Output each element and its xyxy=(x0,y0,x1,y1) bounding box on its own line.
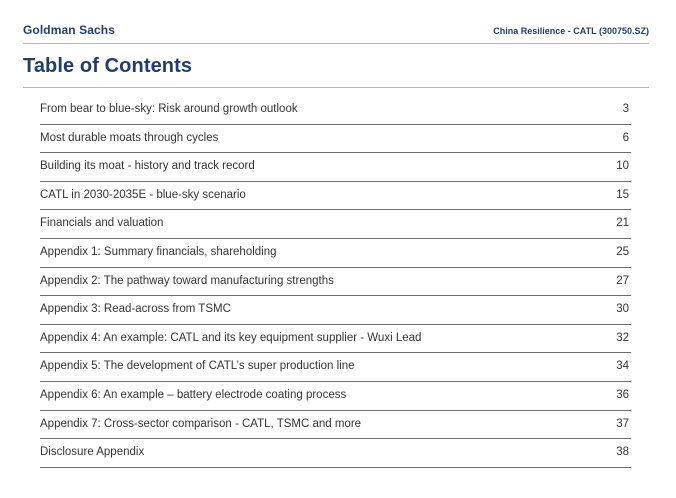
toc-entry-title: Building its moat - history and track record xyxy=(40,160,255,173)
toc-entry-title: Appendix 2: The pathway toward manufacturing strengths xyxy=(40,274,334,287)
table-of-contents xyxy=(40,96,631,468)
brand-name: Goldman Sachs xyxy=(23,23,115,37)
toc-entry-title: Disclosure Appendix xyxy=(40,446,145,459)
toc-row[interactable] xyxy=(40,96,631,125)
toc-row[interactable] xyxy=(40,210,631,239)
title-divider xyxy=(23,87,649,88)
toc-entry-title: Appendix 5: The development of CATL’s super production line xyxy=(40,360,355,373)
toc-row[interactable] xyxy=(40,125,631,154)
toc-entry-title: CATL in 2030-2035E - blue-sky scenario xyxy=(40,188,246,201)
toc-row[interactable] xyxy=(40,439,631,468)
toc-row[interactable] xyxy=(40,239,631,268)
toc-row[interactable] xyxy=(40,182,631,211)
page-header xyxy=(23,21,649,44)
toc-page-number: 37 xyxy=(616,417,629,430)
toc-row[interactable] xyxy=(40,296,631,325)
toc-page-number: 36 xyxy=(616,388,629,401)
toc-entry-title: Appendix 7: Cross-sector comparison - CATL, TSMC and more xyxy=(40,417,362,430)
toc-page-number: 10 xyxy=(616,160,629,173)
toc-entry-title: Appendix 6: An example – battery electrode coating process xyxy=(40,388,347,401)
toc-entry-title: Most durable moats through cycles xyxy=(40,131,219,144)
toc-page-number: 15 xyxy=(616,188,629,201)
toc-page-number: 38 xyxy=(616,446,629,459)
toc-entry-title: Appendix 1: Summary financials, shareholding xyxy=(40,245,277,258)
toc-page-number: 21 xyxy=(616,217,629,230)
toc-row[interactable] xyxy=(40,153,631,182)
toc-page-number: 27 xyxy=(616,274,629,287)
report-reference: China Resilience - CATL (300750.SZ) xyxy=(493,26,649,36)
toc-entry-title: Appendix 3: Read-across from TSMC xyxy=(40,303,231,316)
toc-page-number: 32 xyxy=(616,331,629,344)
toc-entry-title: Appendix 4: An example: CATL and its key equipment supplier - Wuxi Lead xyxy=(40,331,422,344)
toc-page-number: 3 xyxy=(622,103,629,115)
page-title: Table of Contents xyxy=(23,55,193,77)
toc-page-number: 25 xyxy=(616,245,629,258)
toc-row[interactable] xyxy=(40,353,631,382)
toc-row[interactable] xyxy=(40,411,631,440)
toc-row[interactable] xyxy=(40,268,631,297)
toc-entry-title: Financials and valuation xyxy=(40,217,164,230)
toc-row[interactable] xyxy=(40,382,631,411)
toc-page-number: 34 xyxy=(616,360,629,373)
toc-page-number: 6 xyxy=(622,131,629,144)
toc-entry-title: From bear to blue-sky: Risk around growth outlook xyxy=(40,103,298,115)
toc-page-number: 30 xyxy=(616,303,629,316)
toc-row[interactable] xyxy=(40,325,631,354)
